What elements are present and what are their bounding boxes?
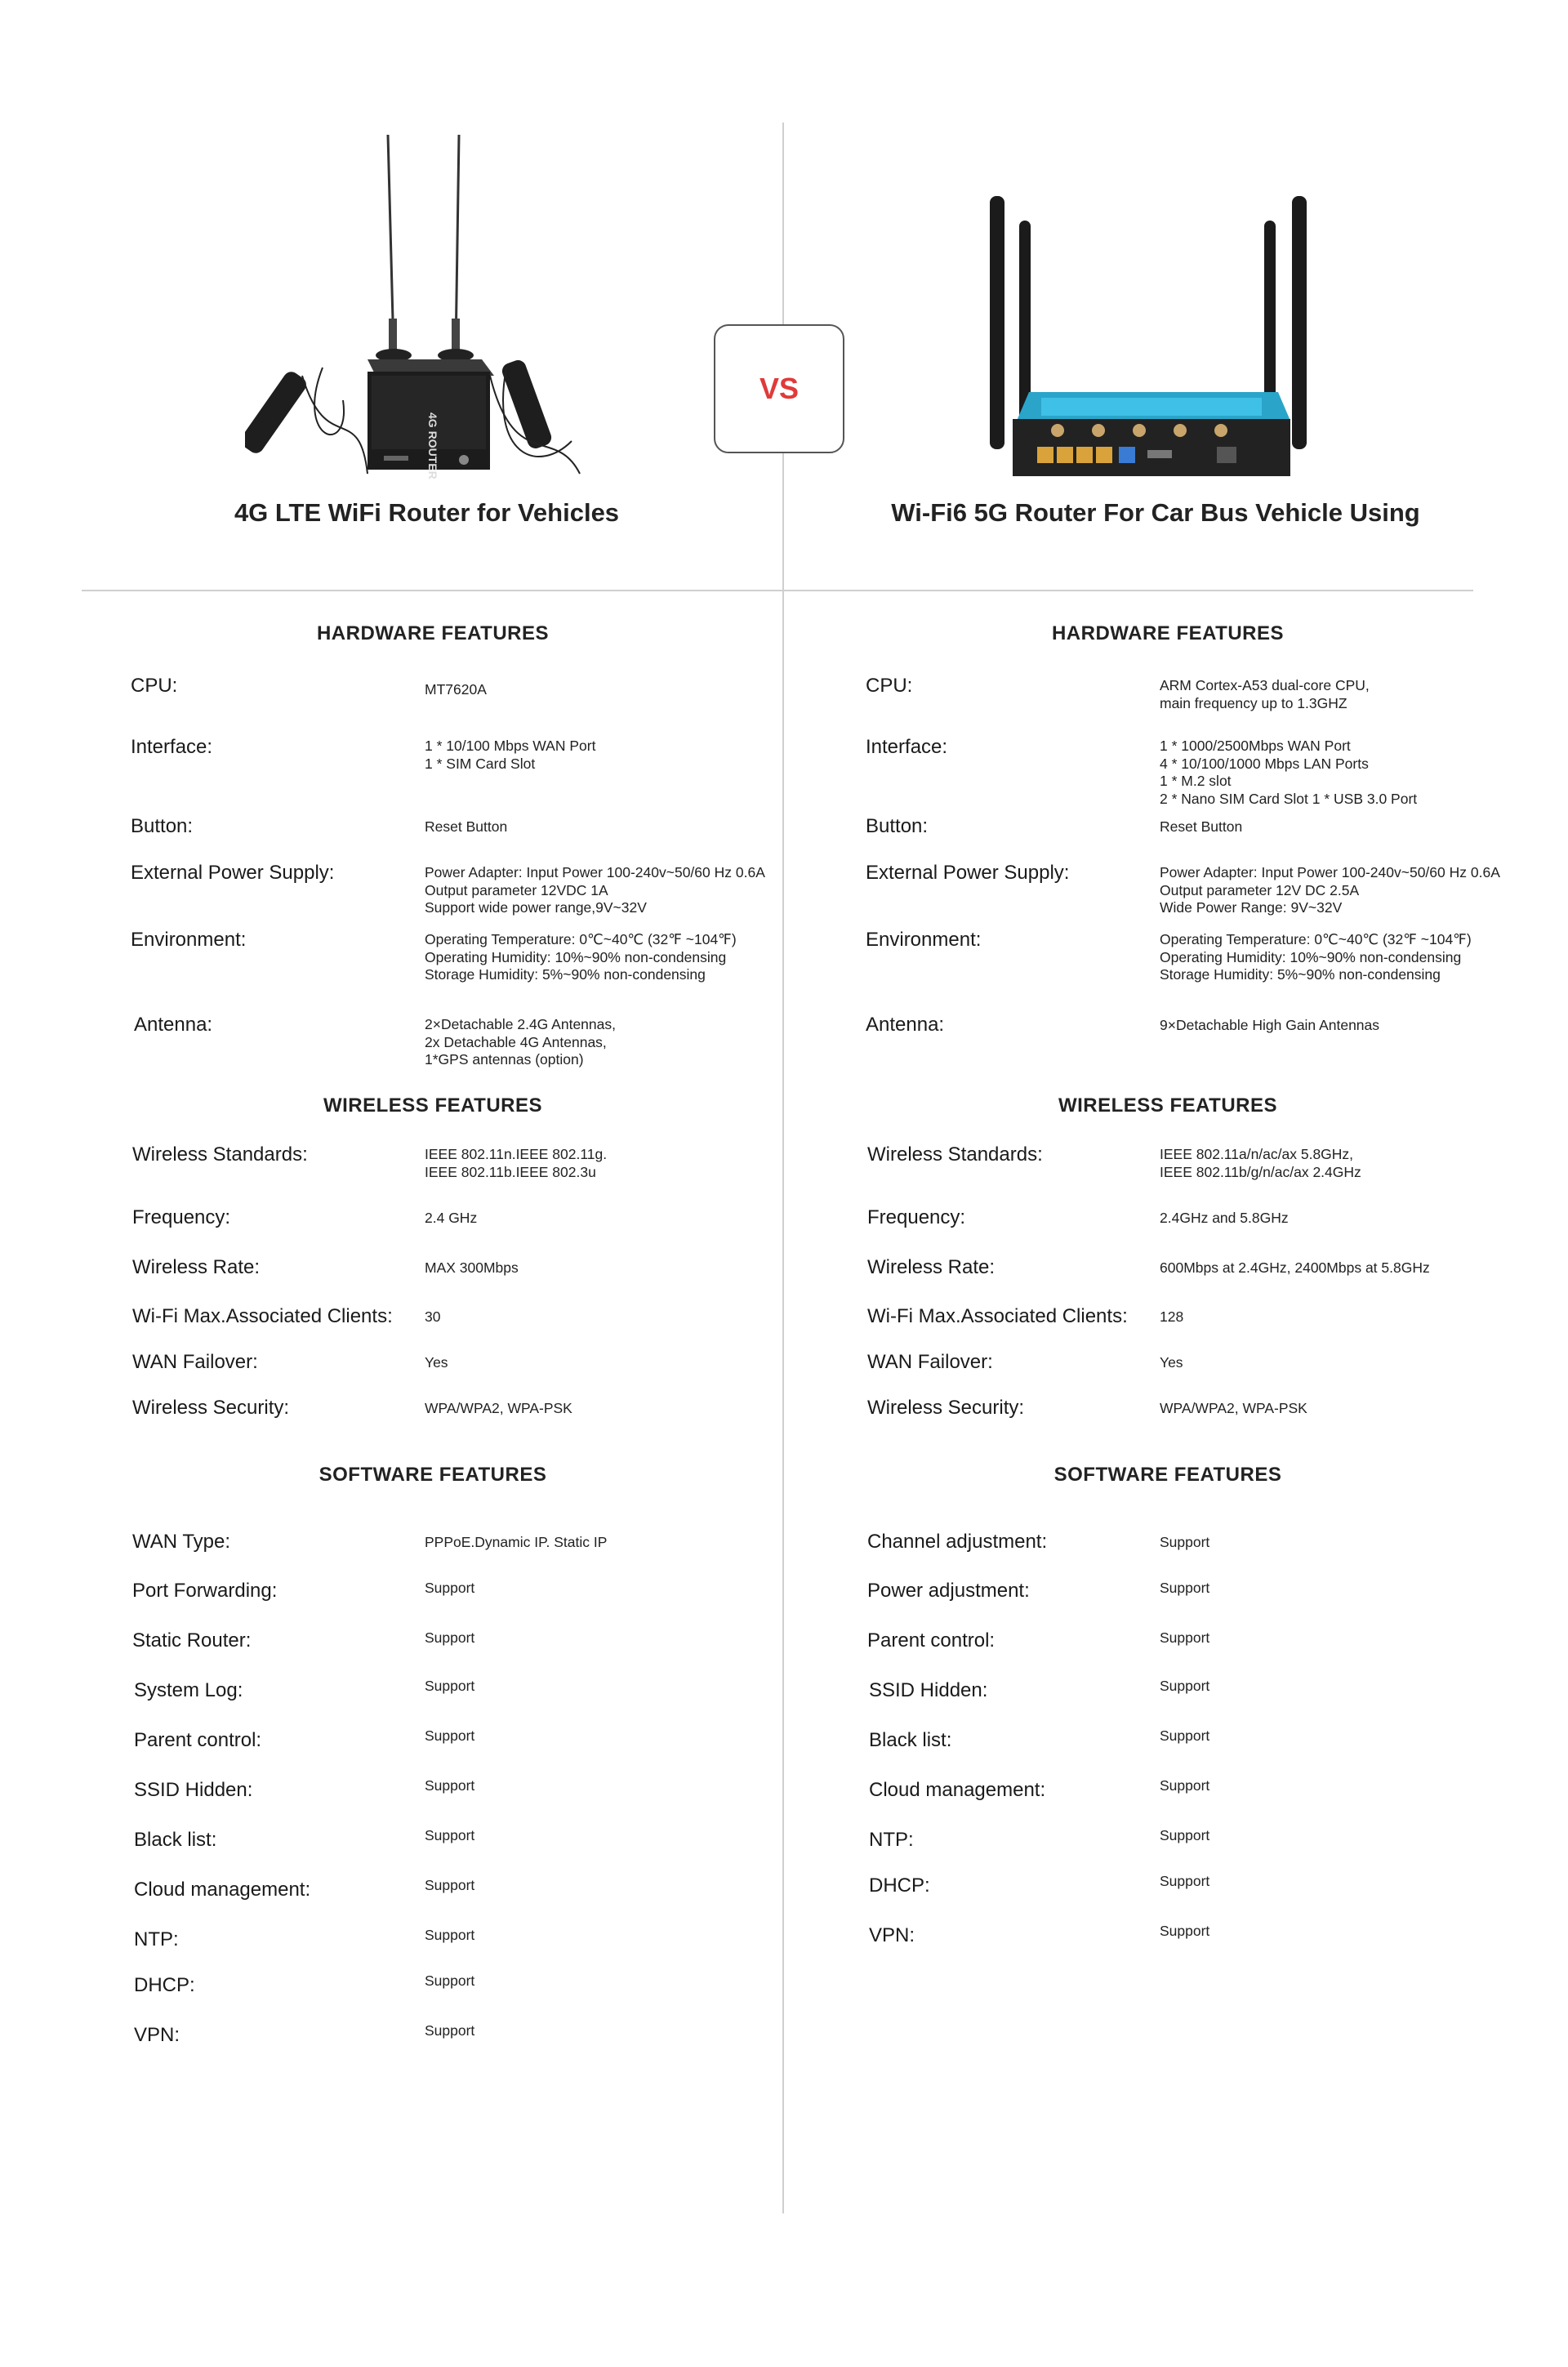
spec-label: CPU: — [866, 675, 913, 697]
4g-router-image — [245, 131, 604, 490]
spec-value: Support — [1160, 1923, 1210, 1939]
spec-label: Interface: — [866, 736, 948, 758]
spec-label: Cloud management: — [869, 1779, 1046, 1801]
spec-value: 1 * 1000/2500Mbps WAN Port 4 * 10/100/1000 Mbps LAN Ports 1 * M.2 slot 2 * Nano SIM Card Slot 1 * USB 3.0 Port — [1160, 738, 1418, 807]
spec-label: VPN: — [869, 1924, 915, 1946]
spec-label: CPU: — [131, 675, 178, 697]
spec-value: WPA/WPA2, WPA-PSK — [425, 1400, 572, 1416]
spec-label: Parent control: — [134, 1729, 262, 1751]
spec-label: Black list: — [134, 1829, 217, 1851]
spec-label: Frequency: — [132, 1206, 231, 1228]
spec-value: ARM Cortex-A53 dual-core CPU, main frequency up to 1.3GHZ — [1160, 677, 1370, 711]
spec-label: Port Forwarding: — [132, 1580, 278, 1602]
spec-label: Black list: — [869, 1729, 952, 1751]
spec-label: Wireless Standards: — [132, 1143, 308, 1166]
spec-label: Channel adjustment: — [867, 1531, 1048, 1553]
spec-value: 2×Detachable 2.4G Antennas, 2x Detachable 4G Antennas, 1*GPS antennas (option) — [425, 1016, 616, 1068]
spec-value: MAX 300Mbps — [425, 1259, 519, 1276]
wireless-features-heading: WIRELESS FEATURES — [323, 1094, 543, 1117]
hardware-features-heading: HARDWARE FEATURES — [316, 622, 550, 644]
spec-value: 30 — [425, 1308, 441, 1325]
spec-value: Yes — [425, 1354, 448, 1371]
spec-value: PPPoE.Dynamic IP. Static IP — [425, 1534, 608, 1550]
spec-value: 1 * 10/100 Mbps WAN Port 1 * SIM Card Slot — [425, 738, 596, 772]
spec-label: NTP: — [869, 1829, 914, 1851]
spec-label: Antenna: — [134, 1014, 213, 1036]
spec-value: Support — [1160, 1678, 1210, 1694]
spec-value: 600Mbps at 2.4GHz, 2400Mbps at 5.8GHz — [1160, 1259, 1430, 1276]
spec-value: 2.4 GHz — [425, 1210, 478, 1226]
spec-label: Button: — [866, 815, 929, 837]
spec-label: External Power Supply: — [866, 862, 1070, 884]
spec-label: External Power Supply: — [131, 862, 335, 884]
hardware-features-heading: HARDWARE FEATURES — [1051, 622, 1285, 644]
spec-value: Reset Button — [425, 818, 508, 835]
spec-label: DHCP: — [134, 1974, 195, 1996]
spec-value: Support — [1160, 1873, 1210, 1889]
spec-value: Support — [1160, 1727, 1210, 1744]
spec-value: Support — [425, 1972, 475, 1989]
vs-label: VS — [759, 372, 800, 405]
spec-value: Support — [1160, 1534, 1210, 1550]
spec-value: WPA/WPA2, WPA-PSK — [1160, 1400, 1307, 1416]
spec-label: WAN Type: — [132, 1531, 231, 1553]
spec-label: Wireless Security: — [132, 1397, 290, 1419]
spec-value: Support — [425, 1877, 475, 1893]
left-product-title: 4G LTE WiFi Router for Vehicles — [234, 498, 620, 527]
spec-value: Yes — [1160, 1354, 1183, 1371]
spec-value: Support — [425, 1678, 475, 1694]
spec-value: IEEE 802.11n.IEEE 802.11g. IEEE 802.11b.IEEE 802.3u — [425, 1146, 608, 1180]
header-divider — [82, 590, 1473, 591]
software-features-heading: SOFTWARE FEATURES — [1054, 1464, 1282, 1486]
svg-text:4G ROUTER: 4G ROUTER — [426, 412, 439, 479]
spec-label: System Log: — [134, 1679, 243, 1701]
spec-label: Cloud management: — [134, 1879, 311, 1901]
spec-value: 128 — [1160, 1308, 1184, 1325]
spec-value: Reset Button — [1160, 818, 1243, 835]
spec-value: Support — [425, 1927, 475, 1943]
spec-value: Support — [425, 1580, 475, 1596]
spec-value: Support — [1160, 1827, 1210, 1843]
spec-label: Wi-Fi Max.Associated Clients: — [132, 1305, 393, 1327]
spec-value: Power Adapter: Input Power 100-240v~50/60 Hz 0.6A Output parameter 12V DC 2.5A Wide Power Range: 9V~32V — [1160, 864, 1500, 916]
vs-badge — [714, 324, 844, 453]
spec-label: WAN Failover: — [867, 1351, 993, 1373]
spec-value: Power Adapter: Input Power 100-240v~50/60 Hz 0.6A Output parameter 12VDC 1A Support wide power range,9V~32V — [425, 864, 765, 916]
spec-label: WAN Failover: — [132, 1351, 258, 1373]
spec-value: 9×Detachable High Gain Antennas — [1160, 1017, 1380, 1033]
spec-label: Wi-Fi Max.Associated Clients: — [867, 1305, 1128, 1327]
spec-label: Button: — [131, 815, 194, 837]
spec-label: Wireless Standards: — [867, 1143, 1043, 1166]
spec-value: IEEE 802.11a/n/ac/ax 5.8GHz, IEEE 802.11b/g/n/ac/ax 2.4GHz — [1160, 1146, 1361, 1180]
wireless-features-heading: WIRELESS FEATURES — [1058, 1094, 1278, 1117]
spec-label: Power adjustment: — [867, 1580, 1030, 1602]
spec-label: Wireless Rate: — [132, 1256, 261, 1278]
spec-label: Environment: — [866, 929, 982, 951]
spec-label: Parent control: — [867, 1629, 996, 1652]
spec-label: Wireless Security: — [867, 1397, 1025, 1419]
spec-value: Support — [1160, 1777, 1210, 1794]
spec-value: Support — [1160, 1629, 1210, 1646]
spec-label: SSID Hidden: — [869, 1679, 988, 1701]
spec-value: Support — [425, 1727, 475, 1744]
right-product-title: Wi-Fi6 5G Router For Car Bus Vehicle Using — [891, 498, 1420, 527]
spec-value: Support — [425, 2022, 475, 2039]
spec-value: Support — [425, 1827, 475, 1843]
software-features-heading: SOFTWARE FEATURES — [318, 1464, 547, 1486]
spec-label: Wireless Rate: — [867, 1256, 996, 1278]
spec-value: Operating Temperature: 0℃~40℃ (32℉ ~104℉) Operating Humidity: 10%~90% non-condensing Storage Humidity: 5%~90% non-condensing — [1160, 931, 1472, 983]
spec-label: Interface: — [131, 736, 213, 758]
spec-value: Support — [425, 1777, 475, 1794]
spec-value: MT7620A — [425, 681, 487, 698]
spec-value: Operating Temperature: 0℃~40℃ (32℉ ~104℉) Operating Humidity: 10%~90% non-condensing Storage Humidity: 5%~90% non-condensing — [425, 931, 737, 983]
spec-value: Support — [425, 1629, 475, 1646]
spec-label: SSID Hidden: — [134, 1779, 253, 1801]
spec-label: VPN: — [134, 2024, 180, 2046]
spec-label: DHCP: — [869, 1874, 930, 1897]
spec-label: Static Router: — [132, 1629, 252, 1652]
spec-label: Frequency: — [867, 1206, 966, 1228]
spec-value: 2.4GHz and 5.8GHz — [1160, 1210, 1289, 1226]
spec-value: Support — [1160, 1580, 1210, 1596]
spec-label: NTP: — [134, 1928, 179, 1950]
spec-label: Antenna: — [866, 1014, 945, 1036]
5g-router-image — [972, 184, 1331, 494]
spec-label: Environment: — [131, 929, 247, 951]
